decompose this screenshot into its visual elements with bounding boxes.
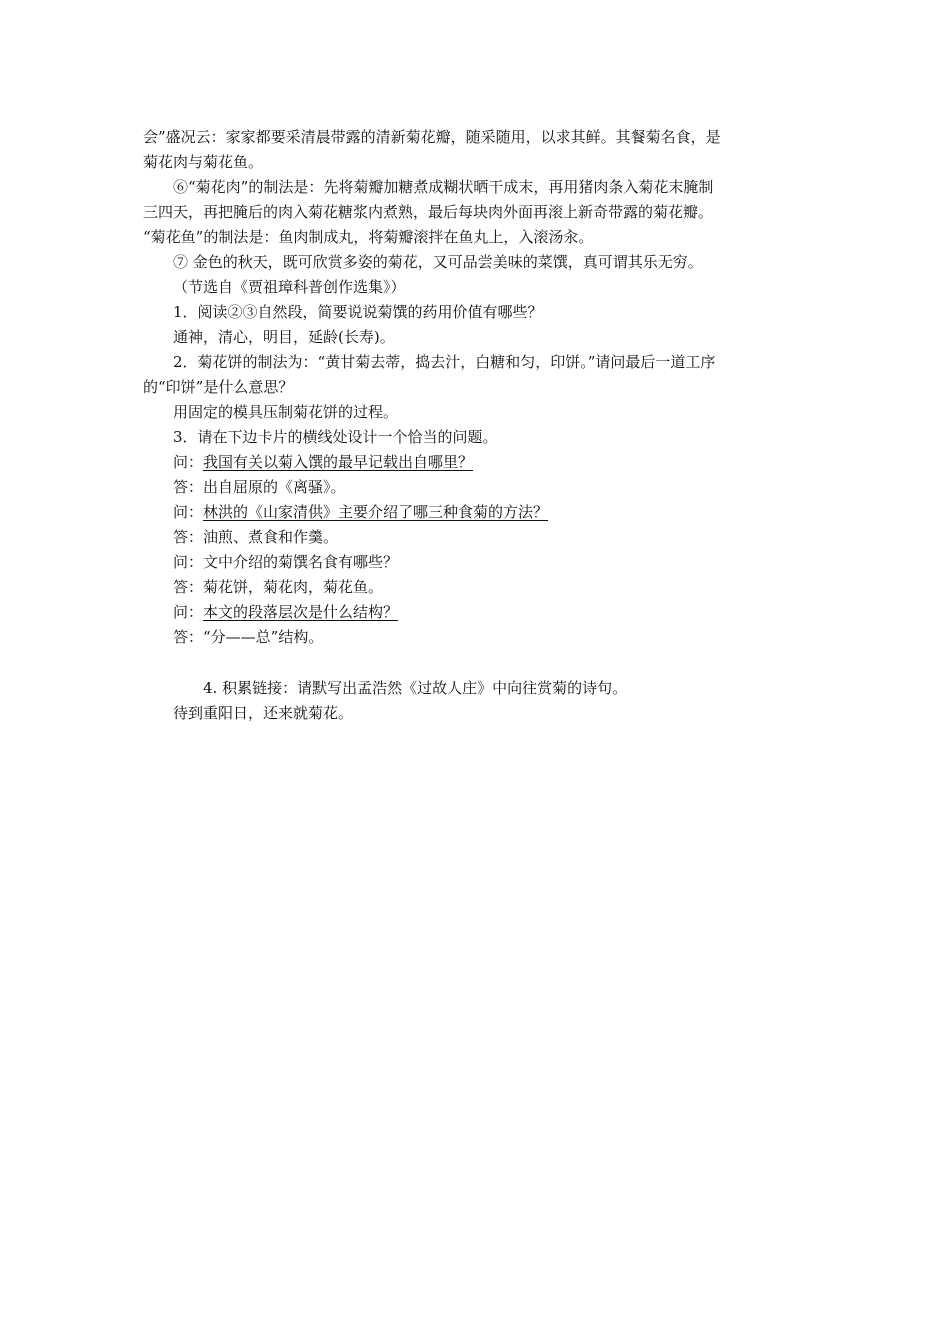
card-row [173, 477, 843, 497]
card-question-blank: 林洪的《山家清供》主要介绍了哪三种食菊的方法？ [203, 503, 549, 521]
passage-p6-line3: “菊花鱼”的制法是：鱼肉制成丸，将菊瓣滚拌在鱼丸上，入滚汤汆。 [143, 228, 594, 246]
passage-p5-line1: 会”盛况云：家家都要采清晨带露的清新菊花瓣，随采随用，以求其鲜。其餐菊名食，是 [143, 128, 721, 146]
card-prefix: 问： [173, 553, 204, 571]
card-prefix: 问： [173, 603, 204, 621]
card-prefix: 问： [173, 453, 204, 471]
card-row [173, 527, 843, 547]
card-prefix: 答： [173, 628, 204, 646]
card-row [173, 552, 843, 572]
question-2-line2: 的“印饼”是什么意思？ [143, 378, 294, 396]
card-question: 文中介绍的菊馔名食有哪些？ [203, 553, 399, 571]
card-answer: 出自屈原的《离骚》。 [203, 478, 346, 496]
answer-1: 通神，清心，明目，延龄(长寿)。 [173, 328, 395, 346]
question-4: 4. 积累链接：请默写出孟浩然《过故人庄》中向往赏菊的诗句。 [203, 679, 628, 697]
card-prefix: 答： [173, 578, 204, 596]
card-answer: 菊花饼，菊花肉，菊花鱼。 [203, 578, 384, 596]
card-row [173, 502, 843, 522]
card-prefix: 问： [173, 503, 204, 521]
question-3: 3．请在下边卡片的横线处设计一个恰当的问题。 [173, 428, 498, 446]
card-prefix: 答： [173, 478, 204, 496]
card-row [173, 627, 843, 647]
card-answer: 油煎、煮食和作羹。 [203, 528, 339, 546]
passage-p6-line1: ⑥“菊花肉”的制法是：先将菊瓣加糖煮成糊状晒干成末，再用猪肉条入菊花末腌制 [173, 178, 714, 196]
passage-source: （节选自《贾祖璋科普创作选集》） [173, 278, 406, 296]
card-question-blank: 我国有关以菊入馔的最早记载出自哪里？ [203, 453, 474, 471]
card-row [173, 577, 843, 597]
card-prefix: 答： [173, 528, 204, 546]
passage-p6-line2: 三四天，再把腌后的肉入菊花糖浆内煮熟，最后每块肉外面再滚上新奇带露的菊花瓣。 [143, 203, 714, 221]
passage-p7-line1: ⑦ 金色的秋天，既可欣赏多姿的菊花，又可品尝美味的菜馔，真可谓其乐无穷。 [173, 253, 703, 271]
passage-p5-line2: 菊花肉与菊花鱼。 [143, 153, 264, 171]
card-answer: “分——总”结构。 [203, 628, 324, 646]
card-row [173, 452, 843, 472]
question-2-line1: 2．菊花饼的制法为：“黄甘菊去蒂，捣去汁，白糖和匀，印饼。”请问最后一道工序 [173, 353, 716, 371]
answer-2: 用固定的模具压制菊花饼的过程。 [173, 403, 399, 421]
card-question-blank: 本文的段落层次是什么结构？ [203, 603, 399, 621]
question-1: 1．阅读②③自然段，简要说说菊馔的药用价值有哪些？ [173, 303, 543, 321]
answer-4: 待到重阳日，还来就菊花。 [173, 704, 354, 722]
card-row [173, 602, 843, 622]
